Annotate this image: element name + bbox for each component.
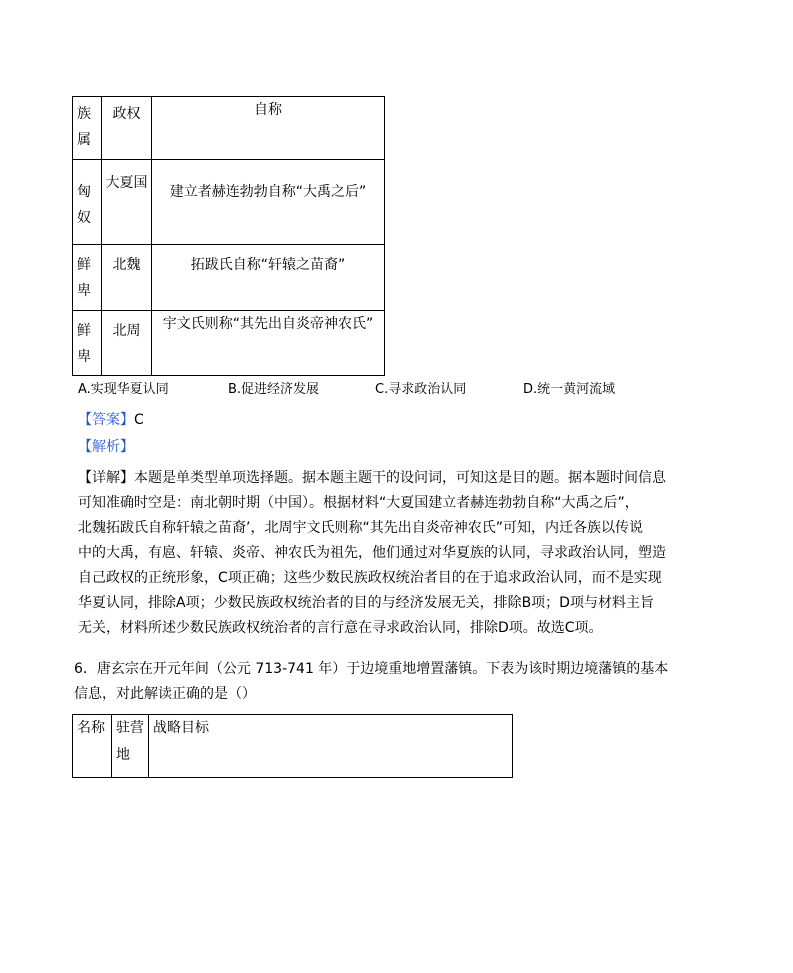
header-zicheng: 自称 <box>152 97 385 160</box>
option-a: A.实现华夏认同 <box>78 382 169 397</box>
answer-line <box>78 408 718 433</box>
question-line: 6．唐玄宗在开元年间（公元 713-741 年）于边境重地增置藩镇。下表为该时期边境藩镇的基本 <box>74 661 669 677</box>
option-d: D.统一黄河流域 <box>523 382 616 397</box>
table-header-row <box>73 715 513 778</box>
cell-zicheng: 拓跋氏自称“轩辕之苗裔” <box>152 245 385 311</box>
detail-line: 无关，材料所述少数民族政权统治者的言行意在寻求政治认同，排除D项。故选C项。 <box>78 620 603 636</box>
detail-line: 【详解】本题是单类型单项选择题。据本题主题干的设问词，可知这是目的题。据本题时间信息 <box>78 470 666 486</box>
cell-zushu: 匈奴 <box>73 160 102 245</box>
detail-line: 自己政权的正统形象，C项正确；这些少数民族政权统治者目的在于追求政治认同，而不是实现 <box>78 570 662 586</box>
header-zhengquan: 政权 <box>102 97 152 160</box>
table-row <box>73 160 385 245</box>
regime-table <box>72 96 385 376</box>
option-c: C.寻求政治认同 <box>375 382 467 397</box>
table-header-row <box>73 97 385 160</box>
cell-zhengquan: 大夏国 <box>102 160 152 245</box>
cell-zhengquan: 北魏 <box>102 245 152 311</box>
detail-line: 可知准确时空是：南北朝时期（中国）。根据材料“大夏国建立者赫连勃勃自称“大禹之后”， <box>78 495 639 511</box>
option-b: B.促进经济发展 <box>228 382 320 397</box>
header-station: 驻营地 <box>112 715 149 778</box>
detail-line: 北魏拓跋氏自称轩辕之苗裔’，北周宇文氏则称“其先出自炎帝神农氏”可知，内迁各族以传说 <box>78 520 643 536</box>
table-row <box>73 245 385 311</box>
answer-label: 【答案】 <box>78 412 134 428</box>
detail-paragraph <box>78 466 718 641</box>
question-6 <box>74 657 714 707</box>
table-row <box>73 311 385 376</box>
cell-zushu: 鲜卑 <box>73 311 102 376</box>
analysis-line <box>78 435 718 460</box>
cell-zushu: 鲜卑 <box>73 245 102 311</box>
fanzhen-table <box>72 714 513 778</box>
question-line: 信息，对此解读正确的是（） <box>74 686 256 702</box>
cell-zhengquan: 北周 <box>102 311 152 376</box>
analysis-label: 【解析】 <box>78 439 134 455</box>
header-name: 名称 <box>73 715 112 778</box>
detail-line: 中的大禹，有扈、轩辕、炎帝、神农氏为祖先，他们通过对华夏族的认同，寻求政治认同，塑造 <box>78 545 666 561</box>
cell-zicheng: 宇文氏则称“其先出自炎帝神农氏” <box>152 311 385 376</box>
header-zushu: 族属 <box>73 97 102 160</box>
header-goal: 战略目标 <box>149 715 513 778</box>
answer-value: C <box>134 412 144 428</box>
detail-line: 华夏认同，排除A项；少数民族政权统治者的目的与经济发展无关，排除B项；D项与材料主旨 <box>78 595 654 611</box>
cell-zicheng: 建立者赫连勃勃自称“大禹之后” <box>152 160 385 245</box>
